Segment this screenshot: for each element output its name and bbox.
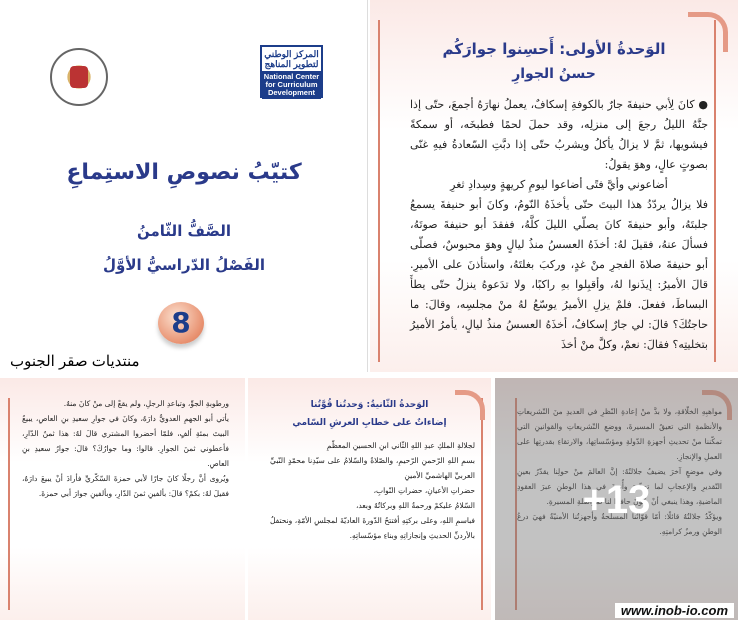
jordan-emblem-logo [50,48,108,106]
page-body: ● كانَ لِأبي حنيفةَ جارٌ بالكوفةِ إسكافٌ، يعملُ نهارَهُ أجمعَ، حتّى إذا جنَّهُ الليلُ رجعَ إلى منزلِه، وقد حملَ لحمًا فطبخَه، أو سمكةً فيشويها، ثمَّ لا يزالُ يأكلُ ويشربُ حتّى إذا دبَّتِ السّعادةُ فيهِ غنّى بصوتٍ عالٍ، وهوَ يقولُ: أضاعوني وأيَّ فتًى أضاعوا ليومِ كريهةٍ وسِدادِ ثغرِ فلا يزالُ يردّدُ هذا البيتَ حتّى يأخذَهُ النّومُ، وكانَ أبو حنيفةَ يسمعُ جلبتَهُ، وأبو حنيفةَ كانَ يصلّي الليلَ كلَّهُ، ففقدَ أبو حنيفةَ صوتَهُ، فسألَ عنهُ، فقيلَ لهُ: أخذَهُ العسسُ منذُ ليالٍ وهوَ محبوسٌ، فصلّى أبو حنيفةَ صلاةَ الفجرِ منْ غدٍ، وركبَ بغلتَهُ، واستأذنَ على الأميرِ. قالَ الأميرُ: إيذَنوا لهُ، وأقبِلوا بهِ راكبًا، ولا تدَعوهُ ينزلُ حتّى يطأَ البساطَ، ففعلَ. فلمْ يزلِ الأميرُ يوسّعُ لهُ منْ مجلسِه، وقالَ: ما حاجتُكَ؟ قالَ: لي جارٌ إسكافٌ، أخذَهُ العسسُ منذُ ليالٍ، يأمرُ الأميرُ بتخليتِه؟ فقالَ: نعمْ، وكلَّ منْ أخذَ [410,98,708,351]
grade-number-badge: 8 [158,302,204,344]
page-border-rule [481,398,483,610]
unit-title: الوَحدةُ الثّانيةُ: وَحدتُنا قُوَّتُنا [310,400,429,410]
cover-page[interactable] [0,0,368,372]
book-title: كتيّبُ نصوصِ الاستِماعِ [66,160,302,185]
page-unit-one[interactable] [370,0,738,372]
lesson-heading: إضاءاتٌ على خطابِ العرشِ السّامي [292,418,447,428]
page-body: لجلالةِ الملكِ عبدِ اللهِ الثّاني ابنِ الحسينِ المعظّمِ بسمِ اللهِ الرّحمنِ الرّحيمِ، والصّلاةُ والسّلامُ على سيّدِنا محمّدٍ النّبيِّ العربيِّ الهاشميِّ الأمينِ حضراتِ الأعيانِ، حضراتِ النّوابِ، السّلامُ عليكمْ ورحمةُ اللهِ وبركاتُهُ وبعد، فباسمِ اللهِ، وعلى بركتِهِ أفتتحُ الدّورةَ العاديّةَ لمجلسِ الأمّةِ، ونحتفلُ بالأردنِّ الحديثِ وإنجازاتِهِ وبناءِ مؤسّساتِهِ. [270,441,475,540]
unit-title: الوَحدةُ الأولى: أَحسِنوا جوارَكُم [442,40,666,58]
page-body: مواهبِهِ الخلّاقةِ، ولا بدَّ منْ إعادةِ النّظرِ في العديدِ منَ التّشريعاتِ والأنظمةِ التي تعيقُ المسيرةَ، ووضعِ التّشريعاتِ والقوانينِ التي تمكّننا منْ تحديثِ أجهزةِ الدّولةِ ومؤسّساتِها، والارتقاءِ بقدرتِها على العملِ والإنجازِ. وفي موضعٍ آخرَ يضيفُ جلالتُهُ: إنَّ العالمَ منْ حولِنا يقدّرُ بعينِ التّقديرِ والإعجابِ لما تحقّقَ وأُنجزَ في هذا الوطنِ عبرَ العقودِ الماضيةِ، وهذا ينبغي أنْ يكونَ حافزًا لنا لمواصلةِ المسيرةِ. ويؤكّدُ جلالتُهُ قائلًا: أمّا قوّاتُنا المسلّحةُ وأجهزتُنا الأمنيّةُ فهيَ درعُ الوطنِ ورمزُ كرامتِهِ. [517,407,722,536]
page-border-rule [8,398,10,610]
lesson-heading: حسنُ الجوارِ [512,66,596,82]
nccd-logo: المركز الوطني لتطوير المناهج National Center for Curriculum Development [260,45,323,98]
page-thumbnail-2[interactable] [0,378,245,620]
page-thumbnail-4[interactable] [495,378,738,620]
more-pages-count[interactable]: 13+ [582,478,651,522]
page-thumbnail-3[interactable] [248,378,491,620]
page-body: ورطوبةِ الجوِّ، وتباعدِ الرجلِ، ولم يقعْ إلى منْ كانَ منهُ. يأتي أبو الجهمِ العدويُّ دارَهُ، وكانَ في جوارِ سعيدِ بنِ العاصِ، يبيعُ البيتَ بمئةِ ألفٍ، فلمّا أحضروا المشتري قالَ لهُ: هذا ثمنُ الدّارِ، فأعطوني ثمنَ الجوارِ. قالوا: وما جوارُكَ؟ قالَ: جوارُ سعيدِ بنِ العاصِ. ويُروى أنَّ رجلًا كانَ جارًا لأبي حمزةَ السّكّريِّ فأرادَ أنْ يبيعَ دارَهُ، فقيلَ لهُ: بكمْ؟ قالَ: بألفينِ ثمنَ الدّارِ، وبألفينِ جوارَ أبي حمزةَ. [22,399,229,498]
semester-label: الفَصْلُ الدّراسيُّ الأوَّلُ [103,256,265,274]
grade-label: الصَّفُّ الثّامنُ [137,222,231,240]
site-watermark: www.inob-io.com [615,603,734,618]
forum-watermark: منتديات صقر الجنوب [10,353,140,370]
